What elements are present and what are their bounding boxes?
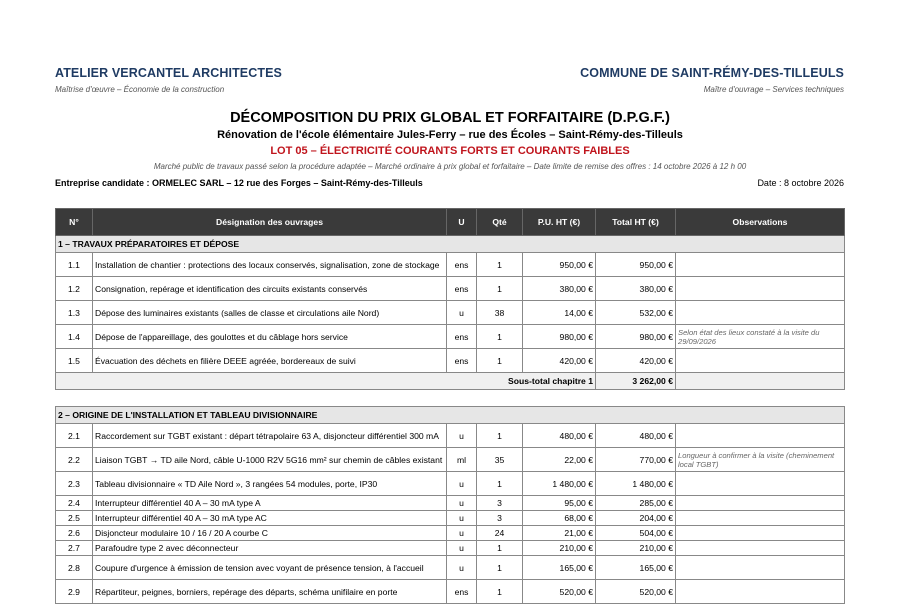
architect-name: ATELIER VERCANTEL ARCHITECTES (55, 66, 282, 80)
item-total: 504,00 € (596, 526, 676, 541)
item-unit: ens (447, 325, 477, 349)
item-number: 1.1 (56, 253, 93, 277)
item-observation (676, 301, 845, 325)
item-quantity: 1 (477, 349, 523, 373)
table-row (56, 277, 845, 301)
client-name: COMMUNE DE SAINT-RÉMY-DES-TILLEULS (580, 66, 844, 80)
col-header-number: N° (56, 209, 93, 236)
table-row (56, 253, 845, 277)
subtotal-observation (676, 373, 845, 390)
item-observation: Longueur à confirmer à la visite (cheminement local TGBT) (676, 448, 845, 472)
item-total: 210,00 € (596, 541, 676, 556)
item-designation: Interrupteur différentiel 40 A – 30 mA type A (93, 496, 447, 511)
item-unit: ens (447, 580, 477, 604)
item-unit: ens (447, 253, 477, 277)
item-unit-price: 22,00 € (523, 448, 596, 472)
item-number: 1.5 (56, 349, 93, 373)
item-unit-price: 21,00 € (523, 526, 596, 541)
item-designation: Liaison TGBT → TD aile Nord, câble U-1000 R2V 5G16 mm² sur chemin de câbles existant (93, 448, 447, 472)
item-designation: Dépose de l'appareillage, des goulottes et du câblage hors service (93, 325, 447, 349)
table-row (56, 511, 845, 526)
item-designation: Consignation, repérage et identification des circuits existants conservés (93, 277, 447, 301)
table-body (56, 236, 845, 604)
item-observation (676, 526, 845, 541)
item-observation (676, 496, 845, 511)
subtotal-value: 3 262,00 € (596, 373, 676, 390)
col-header-quantity: Qté (477, 209, 523, 236)
chapter-title: 1 – TRAVAUX PRÉPARATOIRES ET DÉPOSE (56, 236, 845, 253)
item-observation (676, 472, 845, 496)
item-quantity: 35 (477, 448, 523, 472)
item-number: 2.3 (56, 472, 93, 496)
item-number: 2.6 (56, 526, 93, 541)
item-total: 950,00 € (596, 253, 676, 277)
item-number: 1.3 (56, 301, 93, 325)
item-unit-price: 380,00 € (523, 277, 596, 301)
item-unit-price: 14,00 € (523, 301, 596, 325)
architect-role: Maîtrise d'œuvre – Économie de la construction (55, 85, 225, 94)
item-unit-price: 420,00 € (523, 349, 596, 373)
item-designation: Installation de chantier : protections des locaux conservés, signalisation, zone de stockage (93, 253, 447, 277)
table-row (56, 526, 845, 541)
col-header-unit-price: P.U. HT (€) (523, 209, 596, 236)
item-unit: u (447, 301, 477, 325)
item-unit: u (447, 472, 477, 496)
item-number: 2.7 (56, 541, 93, 556)
item-quantity: 1 (477, 424, 523, 448)
item-unit-price: 210,00 € (523, 541, 596, 556)
subtotal-row (56, 373, 845, 390)
item-quantity: 1 (477, 325, 523, 349)
item-unit-price: 950,00 € (523, 253, 596, 277)
item-total: 380,00 € (596, 277, 676, 301)
dpgf-table (55, 208, 845, 604)
candidate-company: Entreprise candidate : ORMELEC SARL – 12 rue des Forges – Saint-Rémy-des-Tilleuls (55, 178, 423, 188)
client-role: Maître d'ouvrage – Services techniques (703, 85, 844, 94)
item-number: 2.5 (56, 511, 93, 526)
item-unit: ens (447, 277, 477, 301)
item-designation: Évacuation des déchets en filière DEEE agréée, bordereaux de suivi (93, 349, 447, 373)
maitre-ouvrage-block (580, 66, 844, 94)
item-number: 2.8 (56, 556, 93, 580)
item-observation (676, 253, 845, 277)
item-unit-price: 68,00 € (523, 511, 596, 526)
item-quantity: 24 (477, 526, 523, 541)
item-quantity: 38 (477, 301, 523, 325)
item-total: 1 480,00 € (596, 472, 676, 496)
table-row (56, 556, 845, 580)
lot-title: LOT 05 – ÉLECTRICITÉ COURANTS FORTS ET COURANTS FAIBLES (270, 145, 630, 157)
item-total: 520,00 € (596, 580, 676, 604)
item-designation: Dépose des luminaires existants (salles de classe et circulations aile Nord) (93, 301, 447, 325)
item-number: 2.1 (56, 424, 93, 448)
item-designation: Tableau divisionnaire « TD Aile Nord », 3 rangées 54 modules, porte, IP30 (93, 472, 447, 496)
item-designation: Disjoncteur modulaire 10 / 16 / 20 A courbe C (93, 526, 447, 541)
item-total: 770,00 € (596, 448, 676, 472)
table-row (56, 301, 845, 325)
document-date: Date : 8 octobre 2026 (757, 178, 844, 188)
chapter-row (56, 236, 845, 253)
item-total: 285,00 € (596, 496, 676, 511)
item-designation: Parafoudre type 2 avec déconnecteur (93, 541, 447, 556)
item-total: 480,00 € (596, 424, 676, 448)
item-quantity: 1 (477, 277, 523, 301)
subtotal-label: Sous-total chapitre 1 (56, 373, 596, 390)
item-number: 2.4 (56, 496, 93, 511)
table-row (56, 448, 845, 472)
item-number: 2.2 (56, 448, 93, 472)
item-designation: Interrupteur différentiel 40 A – 30 mA type AC (93, 511, 447, 526)
item-number: 1.2 (56, 277, 93, 301)
item-unit-price: 165,00 € (523, 556, 596, 580)
procedure-note: Marché public de travaux passé selon la procédure adaptée – Marché ordinaire à prix global et forfaitaire – Date limite de remise des offres : 14 octobre 2026 à 12 h 00 (153, 162, 747, 171)
item-quantity: 1 (477, 541, 523, 556)
table-row (56, 325, 845, 349)
title-block (0, 110, 900, 171)
item-total: 532,00 € (596, 301, 676, 325)
item-quantity: 1 (477, 253, 523, 277)
item-unit-price: 1 480,00 € (523, 472, 596, 496)
project-title: Rénovation de l'école élémentaire Jules-Ferry – rue des Écoles – Saint-Rémy-des-Tilleuls (217, 129, 683, 141)
item-number: 1.4 (56, 325, 93, 349)
item-observation (676, 349, 845, 373)
item-total: 204,00 € (596, 511, 676, 526)
item-unit: u (447, 526, 477, 541)
item-unit-price: 980,00 € (523, 325, 596, 349)
item-observation (676, 541, 845, 556)
col-header-observations: Observations (676, 209, 845, 236)
item-quantity: 1 (477, 556, 523, 580)
chapter-row (56, 407, 845, 424)
item-unit: u (447, 556, 477, 580)
item-observation (676, 277, 845, 301)
item-observation: Selon état des lieux constaté à la visite du 29/09/2026 (676, 325, 845, 349)
item-observation (676, 424, 845, 448)
item-unit: u (447, 511, 477, 526)
maitrise-oeuvre-block (55, 66, 282, 94)
col-header-designation: Désignation des ouvrages (93, 209, 447, 236)
table-row (56, 424, 845, 448)
item-unit: ens (447, 349, 477, 373)
item-total: 980,00 € (596, 325, 676, 349)
item-unit-price: 480,00 € (523, 424, 596, 448)
item-total: 420,00 € (596, 349, 676, 373)
table-row (56, 349, 845, 373)
spacer-row (56, 390, 845, 407)
item-unit: u (447, 496, 477, 511)
table-header-row (56, 209, 845, 236)
table-row (56, 496, 845, 511)
table-row (56, 472, 845, 496)
item-unit: u (447, 424, 477, 448)
item-total: 165,00 € (596, 556, 676, 580)
table-row (56, 541, 845, 556)
item-unit-price: 95,00 € (523, 496, 596, 511)
item-unit: u (447, 541, 477, 556)
item-observation (676, 511, 845, 526)
item-observation (676, 556, 845, 580)
item-designation: Coupure d'urgence à émission de tension avec voyant de présence tension, à l'accueil (93, 556, 447, 580)
item-quantity: 1 (477, 472, 523, 496)
chapter-title: 2 – ORIGINE DE L'INSTALLATION ET TABLEAU DIVISIONNAIRE (56, 407, 845, 424)
col-header-unit: U (447, 209, 477, 236)
document-title: DÉCOMPOSITION DU PRIX GLOBAL ET FORFAITAIRE (D.P.G.F.) (230, 110, 670, 126)
item-unit-price: 520,00 € (523, 580, 596, 604)
item-quantity: 3 (477, 496, 523, 511)
item-unit: ml (447, 448, 477, 472)
item-quantity: 1 (477, 580, 523, 604)
item-designation: Répartiteur, peignes, borniers, repérage des départs, schéma unifilaire en porte (93, 580, 447, 604)
item-quantity: 3 (477, 511, 523, 526)
item-number: 2.9 (56, 580, 93, 604)
item-designation: Raccordement sur TGBT existant : départ tétrapolaire 63 A, disjoncteur différentiel 300 mA (93, 424, 447, 448)
col-header-total: Total HT (€) (596, 209, 676, 236)
